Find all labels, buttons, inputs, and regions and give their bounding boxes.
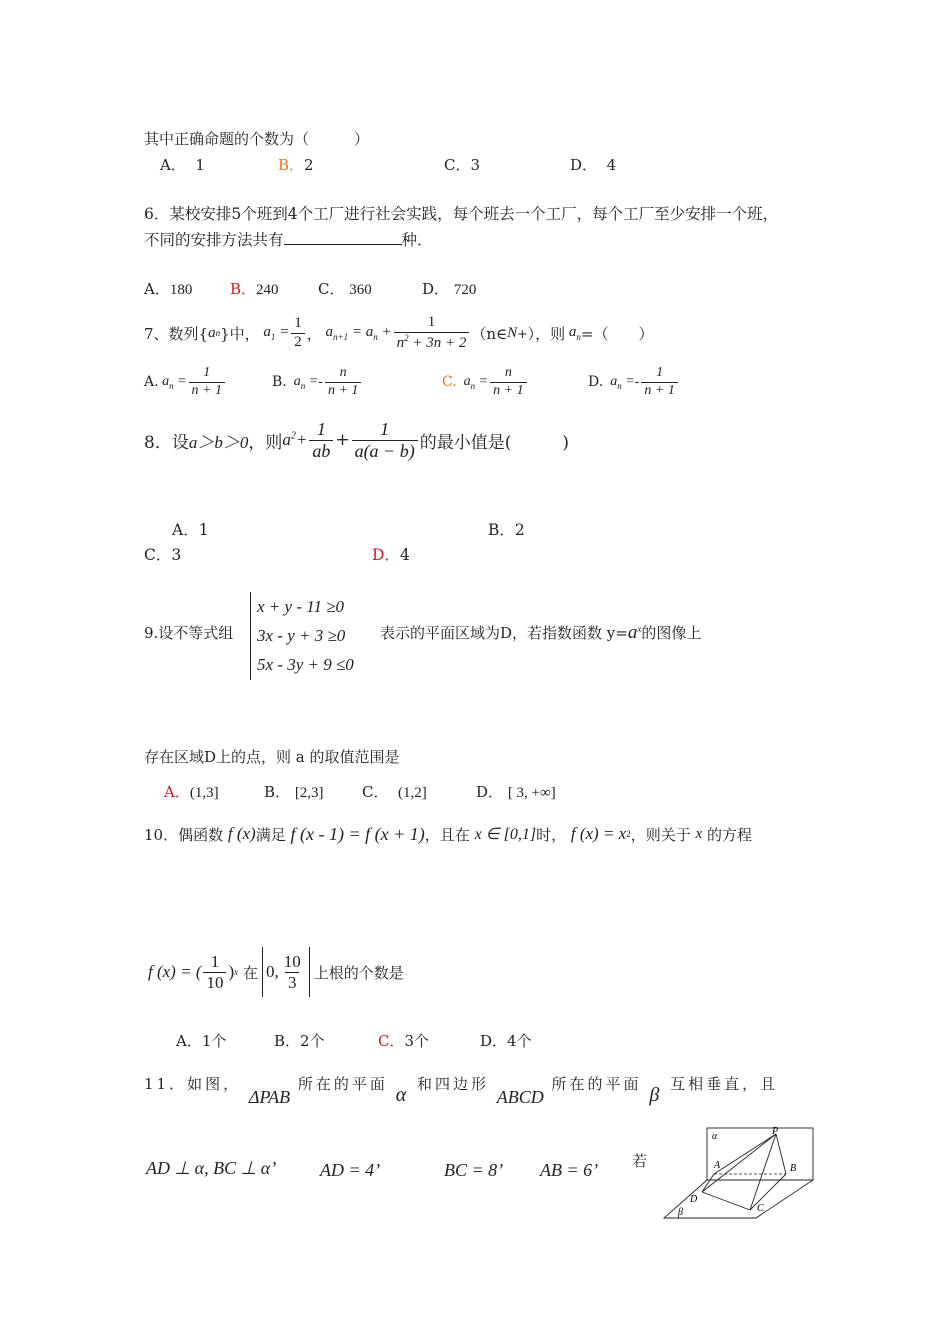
label-p: P [772,1126,779,1137]
q10-equation-line: f (x) = ( $\frac{1}{10}$ ) x 在 0, $\frac{10}{3}$ 上根的个数是 [148,944,404,1000]
q8-fraction-2: $\frac{1}{a(a - b)}$ [352,419,418,461]
q9-option-a: A．(1,3] [164,783,219,801]
q9-line2: 存在区域D上的点，则 a 的取值范围是 [144,748,400,766]
q9-prefix: 9.设不等式组 [144,624,234,642]
q11-figure [656,1124,836,1224]
q8-fraction-1: $\frac{1}{ab}$ [309,419,333,461]
q10-option-c: C．3个 [378,1032,430,1050]
label-b: B [790,1163,797,1174]
q6-option-a: A．180 [144,280,193,298]
q6-option-d: D． 720 [422,280,477,298]
q9-inequality-system: x + y - 11 ≥0 3x - y + 3 ≥0 5x - 3y + 9 ≤0 [250,592,354,680]
q11-condition-2: AD = 4’ [320,1160,381,1180]
segment-dc [702,1192,750,1210]
q5-option-d: D． 4 [570,156,617,174]
plane-beta [664,1180,813,1218]
q11-stem: 11．如图， ΔPAB 所在的平面 α 和四边形 ABCD 所在的平面 β 互相垂直，且 [144,1075,779,1107]
q9-option-b: B． [2,3] [264,783,324,801]
q8-option-a: A．1 [172,521,209,539]
q11-tail: 若 [632,1152,648,1170]
q6-option-b: B．240 [230,280,279,298]
q10-stem: 10．偶函数 f (x) 满足 f (x - 1) = f (x + 1) ，且在 x ∈ [0,1] 时， f (x) = x 2 ，则关于 x 的方程 [144,823,752,844]
q7-recurrence-fraction: $\frac{1}{n^2 + 3n + 2}$ [394,314,470,352]
segment-pb [776,1134,786,1174]
q7-option-c: C. $a_n$ = $\frac{n}{n + 1}$ [442,358,529,406]
q5-tail-question: 其中正确命题的个数为（ ） [144,130,370,148]
q11-condition-3: BC = 8’ [444,1160,504,1180]
q10-option-a: A．1个 [176,1032,227,1050]
label-beta: β [678,1207,683,1218]
q10-base-fraction: $\frac{1}{10}$ [203,952,226,992]
q8-option-d: D．4 [372,546,410,564]
q5-option-c: C．3 [444,156,481,174]
q10-option-b: B．2个 [274,1032,325,1050]
q6-answer-blank [284,230,402,245]
q7-option-a: A. $a_n$ = $\frac{1}{n + 1}$ [144,358,227,406]
label-alpha: α [712,1131,718,1142]
q7-option-d: D. $a_n$ = - $\frac{1}{n + 1}$ [588,358,680,406]
label-d: D [690,1194,698,1205]
q5-option-a: A． 1 [160,156,205,174]
q7-stem: 7、数列{ a n }中， $a_1$ = $\frac{1}{2}$ ， $a_{n+1} = a_n$ + $\frac{1}{n^2 + 3n + 2}$ （n∈ N + ），则 $a_n$ =（ ） [144,314,654,351]
q7-option-b: B. $a_n$ = - $\frac{n}{n + 1}$ [272,358,363,406]
q6-option-c: C． 360 [318,280,372,298]
q8-option-b: B．2 [488,521,525,539]
q9-stem-tail: 表示的平面区域为D，若指数函数 $y=a^x$的图像上 [380,622,702,643]
q11-condition-1: AD ⊥ α, BC ⊥ α’ [146,1158,277,1178]
q8-option-c: C．3 [144,546,182,564]
segment-pa [714,1134,776,1174]
segment-pc [750,1134,776,1210]
q8-stem: 8．设 a＞b＞0 ，则 $a^2+$ $\frac{1}{ab}$ + $\frac{1}{a(a - b)}$ 的最小值是( ) [144,418,569,461]
q7-a1-fraction: $\frac{1}{2}$ [291,315,305,351]
q6-line1: 6．某校安排5个班到4个工厂进行社会实践，每个班去一个工厂，每个工厂至少安排一个班， [144,205,779,223]
q11-condition-4: AB = 6’ [540,1160,599,1180]
label-c: C [757,1203,764,1214]
q10-interval: 0, $\frac{10}{3}$ [262,947,310,997]
q6-line2: 不同的安排方法共有 种． [144,231,433,249]
segment-bc [750,1174,786,1210]
q10-option-d: D．4个 [480,1032,532,1050]
label-a: A [714,1160,721,1171]
q5-option-b: B．2 [278,156,314,174]
q9-option-d: D． [ 3, +∞] [476,783,556,801]
q9-option-c: C． (1,2] [362,783,427,801]
plane-alpha [707,1128,813,1180]
